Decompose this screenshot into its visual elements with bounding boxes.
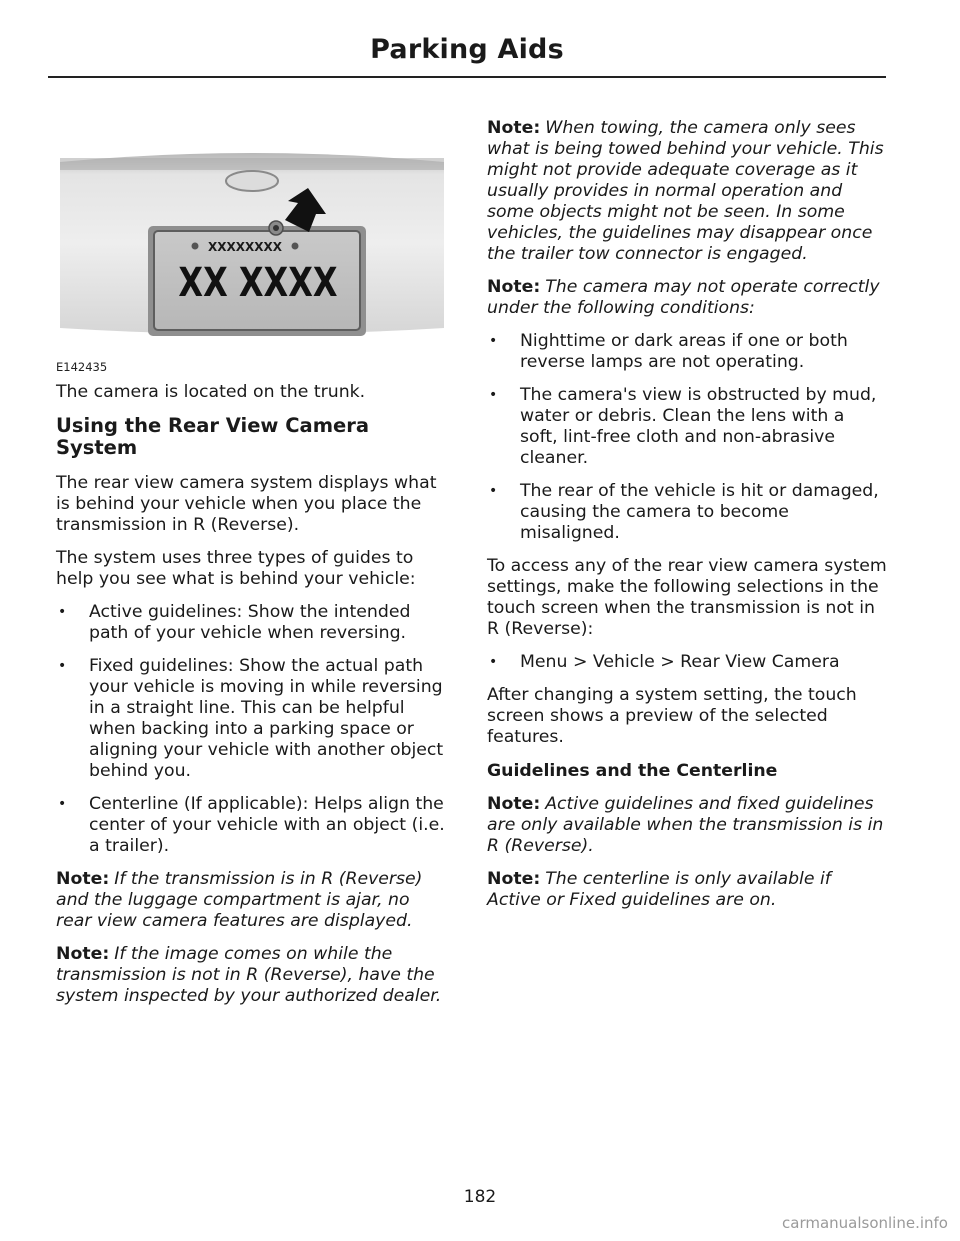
note-active-guidelines: Note: Active guidelines and fixed guidelines are only available when the transmission is in R (Reverse). [487, 794, 884, 856]
plate-top-text: XXXXXXXX [207, 240, 283, 254]
list-item: • The camera's view is obstructed by mud, water or debris. Clean the lens with a soft, lint-free cloth and non-abrasive cleaner. [487, 385, 887, 469]
paragraph: After changing a system setting, the touch screen shows a preview of the selected features. [487, 685, 857, 747]
note-centerline: Note: The centerline is only available if Active or Fixed guidelines are on. [487, 869, 831, 910]
note-label: Note: [487, 277, 541, 297]
paragraph: The rear view camera system displays what is behind your vehicle when you place the transmission in R (Reverse). [56, 473, 437, 535]
trunk-illustration [56, 118, 448, 348]
list-item: • Fixed guidelines: Show the actual path your vehicle is moving in while reversing in a straight line. This can be helpful when backing into a parking space or aligning your vehicle with another object behind you. [56, 656, 448, 782]
left-column [56, 118, 448, 1019]
note-dealer: Note: If the image comes on while the transmission is not in R (Reverse), have the system inspected by your authorized dealer. [56, 944, 442, 1006]
note-label: Note: [56, 944, 110, 964]
guide-types-list [56, 602, 448, 857]
list-item: • Active guidelines: Show the intended path of your vehicle when reversing. [56, 602, 448, 644]
sub-heading: Guidelines and the Centerline [487, 761, 778, 781]
camera-icon [269, 221, 283, 235]
watermark: carmanualsonline.info [782, 1214, 948, 1232]
camera-location-figure [56, 118, 448, 374]
right-column [487, 118, 887, 923]
note-towing: Note: When towing, the camera only sees what is being towed behind your vehicle. This might not provide adequate coverage as it usually provides in normal operation and some objects might not be seen. In some vehicles, the guidelines may disappear once the trailer tow connector is engaged. [487, 118, 884, 264]
note-label: Note: [56, 869, 110, 889]
list-item: • Menu > Vehicle > Rear View Camera [487, 652, 887, 673]
note-label: Note: [487, 869, 541, 889]
note-luggage: Note: If the transmission is in R (Reverse) and the luggage compartment is ajar, no rear view camera features are displayed. [56, 869, 423, 931]
paragraph: The system uses three types of guides to help you see what is behind your vehicle: [56, 548, 416, 589]
trunk-release-button [226, 171, 278, 191]
page-title: Parking Aids [370, 34, 564, 65]
list-item: • Nighttime or dark areas if one or both reverse lamps are not operating. [487, 331, 887, 373]
intro-text: The camera is located on the trunk. [56, 382, 366, 402]
section-heading: Using the Rear View Camera System [56, 414, 370, 459]
page-header [48, 30, 886, 78]
conditions-list [487, 331, 887, 544]
page-number: 182 [463, 1187, 497, 1207]
note-conditions: Note: The camera may not operate correctly under the following conditions: [487, 277, 880, 318]
plate-main-text: XX XXXX [178, 258, 338, 306]
figure-id: E142435 [56, 360, 108, 374]
note-label: Note: [487, 794, 541, 814]
paragraph: To access any of the rear view camera system settings, make the following selections in the touch screen when the transmission is not in R (Reverse): [487, 556, 887, 639]
list-item: • Centerline (If applicable): Helps align the center of your vehicle with an object (i.e. a trailer). [56, 794, 448, 857]
menu-path-list [487, 652, 887, 673]
list-item: • The rear of the vehicle is hit or damaged, causing the camera to become misaligned. [487, 481, 887, 544]
note-label: Note: [487, 118, 541, 138]
